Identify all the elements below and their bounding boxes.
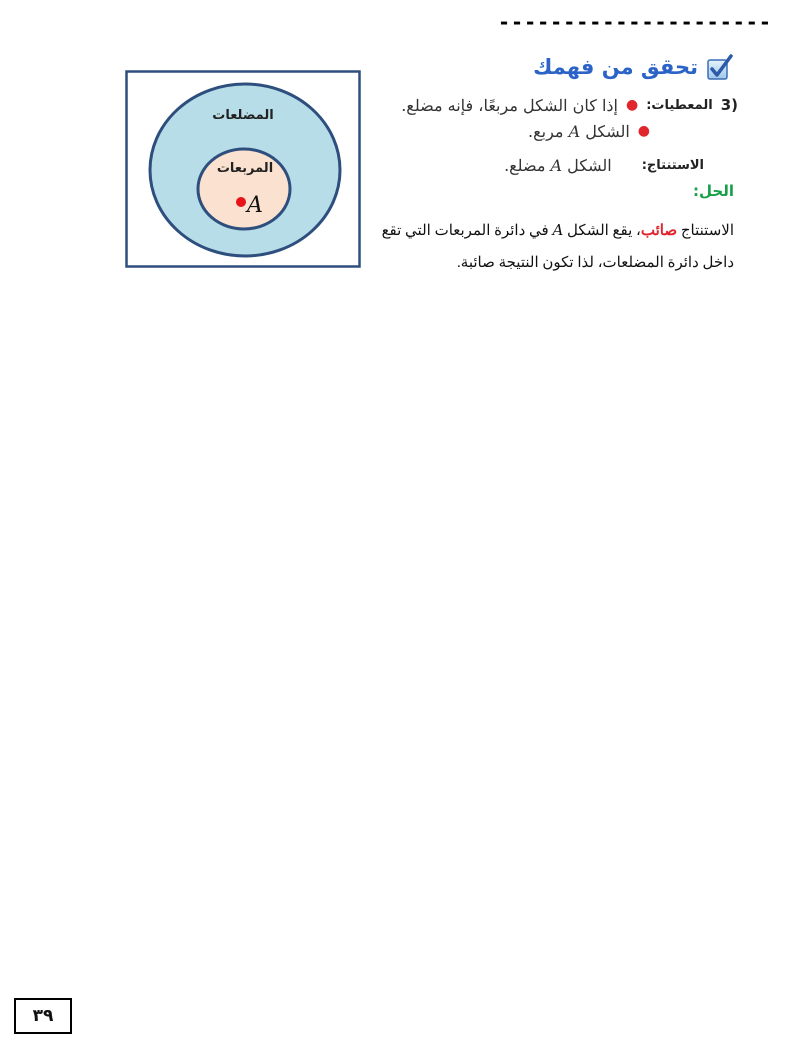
conclusion-row [338,152,738,178]
bullet-icon: ● [637,123,650,139]
solution-label: الحل: [693,182,734,200]
page-number: ٣٩ [14,998,72,1034]
point-a-dot [236,197,246,207]
given-2-suffix: مربع. [528,121,564,141]
givens-row [338,92,738,118]
problem-statement [338,92,738,178]
solution-end: في دائرة المربعات التي تقع داخل دائرة المضلعات، لذا تكون النتيجة صائبة. [381,223,734,271]
point-a-label: A [247,193,263,218]
given-2-row [338,118,738,144]
verdict-word: صائب [640,223,678,239]
conclusion-var: A [550,155,563,175]
check-understanding-header [533,50,734,84]
conclusion-suffix: مضلع. [504,155,546,175]
given-2-prefix: الشكل [585,121,630,141]
checkbox-check-icon [706,53,734,81]
bullet-icon: ● [625,97,639,113]
conclusion-label: الاستنتاج: [641,157,704,173]
givens-label: المعطيات: [646,97,713,113]
solution-var: A [552,221,564,239]
problem-number: (3 [720,96,738,114]
polygons-label: المضلعات [212,108,274,123]
given-1: إذا كان الشكل مربعًا، فإنه مضلع. [401,95,618,115]
solution-text [374,214,734,279]
venn-diagram [125,70,361,268]
conclusion-prefix: الشكل [567,155,612,175]
solution-start: الاستنتاج [680,223,734,239]
check-understanding-title: تحقق من فهمك [533,55,698,79]
solution-mid: ، يقع الشكل [567,223,641,239]
squares-label: المربعات [216,161,274,176]
separator-line: --------------------- [498,10,772,34]
given-2-var: A [568,121,581,141]
